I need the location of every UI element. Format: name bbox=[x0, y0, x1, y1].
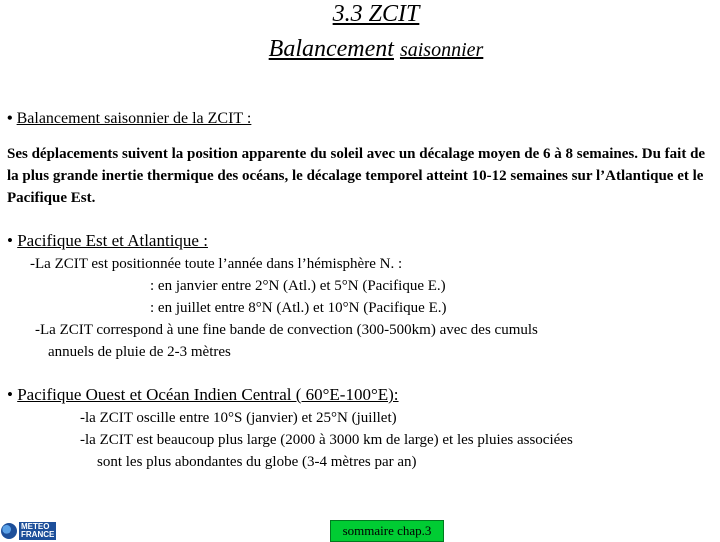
section2-line: annuels de pluie de 2-3 mètres bbox=[48, 344, 231, 360]
title-line1: 3.3 ZCIT bbox=[332, 1, 420, 27]
section3-heading bbox=[7, 384, 399, 406]
globe-icon bbox=[1, 523, 17, 539]
section2-line: -La ZCIT correspond à une fine bande de convection (300-500km) avec des cumuls bbox=[35, 322, 538, 338]
bullet: • bbox=[7, 231, 13, 250]
bullet: • bbox=[7, 385, 13, 404]
bullet: • bbox=[7, 110, 13, 127]
section1-heading-text: Balancement saisonnier de la ZCIT : bbox=[16, 110, 252, 127]
page-title bbox=[0, 0, 720, 28]
section2-line: -La ZCIT est positionnée toute l’année dans l’hémisphère N. : bbox=[30, 256, 403, 272]
section2-heading-text: Pacifique Est et Atlantique : bbox=[17, 231, 208, 250]
section2-line: : en juillet entre 8°N (Atl.) et 10°N (Pacifique E.) bbox=[150, 300, 447, 316]
logo-text: METEO FRANCE bbox=[21, 522, 55, 539]
section3-line: -la ZCIT est beaucoup plus large (2000 à 3000 km de large) et les pluies associées bbox=[80, 432, 573, 448]
section1-heading bbox=[7, 108, 251, 130]
section2-heading bbox=[7, 230, 208, 252]
page-subtitle bbox=[0, 35, 720, 64]
section1-paragraph: Ses déplacements suivent la position apparente du soleil avec un décalage moyen de 6 à 8 semaines. Du fait de la plus grande inertie thermique des océans, le décalage temporel atteint 10-12 semaines sur l’Atlantique et le Pacifique Est. bbox=[7, 146, 706, 206]
section3-heading-text: Pacifique Ouest et Océan Indien Central ( 60°E-100°E): bbox=[17, 385, 399, 404]
section3-line: sont les plus abondantes du globe (3-4 mètres par an) bbox=[97, 454, 417, 470]
section2-line: : en janvier entre 2°N (Atl.) et 5°N (Pacifique E.) bbox=[150, 278, 446, 294]
summary-chapter-link[interactable]: sommaire chap.3 bbox=[330, 520, 444, 542]
title-line2-main: Balancement bbox=[268, 36, 394, 62]
meteo-france-logo bbox=[1, 522, 67, 540]
title-line2-sub: saisonnier bbox=[399, 39, 484, 61]
section3-line: -la ZCIT oscille entre 10°S (janvier) et 25°N (juillet) bbox=[80, 410, 397, 426]
